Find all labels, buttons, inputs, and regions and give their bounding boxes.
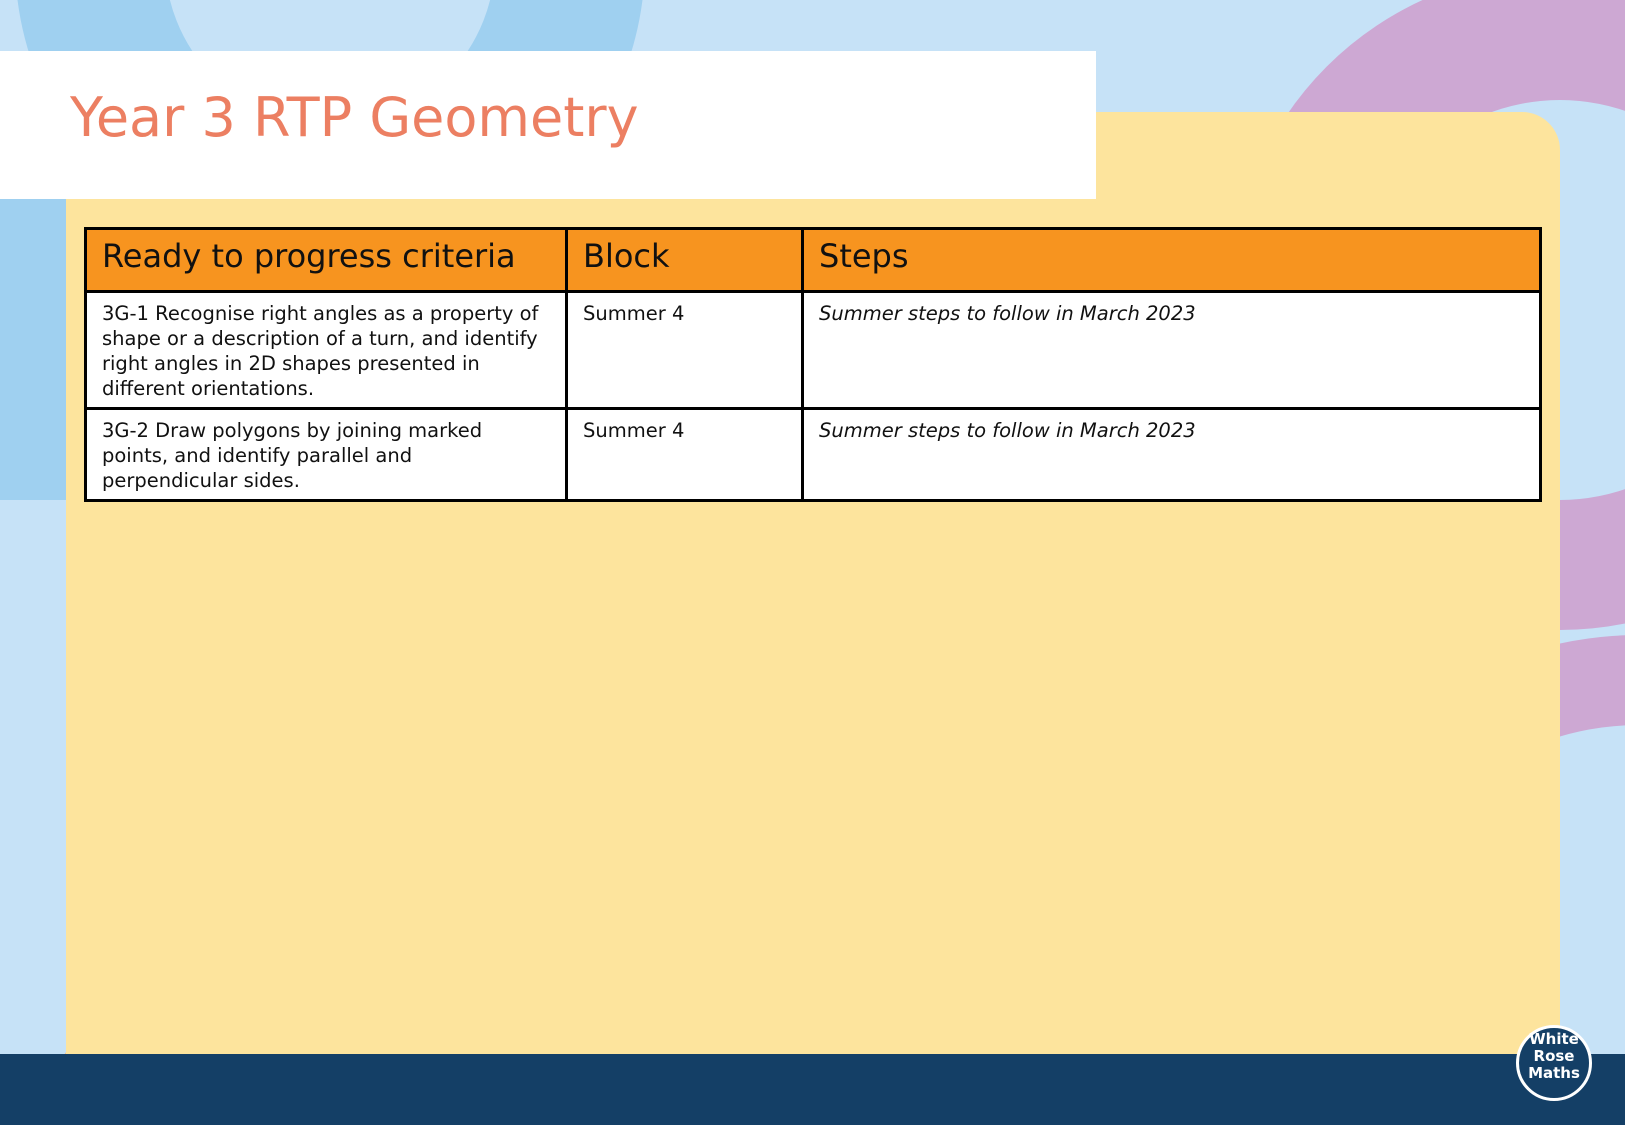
page-title: Year 3 RTP Geometry	[70, 86, 639, 149]
steps-cell: Summer steps to follow in March 2023	[803, 409, 1541, 501]
table-header-row	[86, 229, 1541, 292]
footer-bar	[0, 1054, 1625, 1125]
criteria-cell: 3G-1 Recognise right angles as a property of shape or a description of a turn, and identify right angles in 2D shapes presented in different orientations.	[86, 292, 567, 409]
steps-cell: Summer steps to follow in March 2023	[803, 292, 1541, 409]
block-cell: Summer 4	[567, 409, 803, 501]
block-cell: Summer 4	[567, 292, 803, 409]
table-row	[86, 292, 1541, 409]
white-rose-maths-logo	[1516, 1025, 1592, 1101]
logo-line: Maths	[1528, 1064, 1580, 1082]
header-criteria: Ready to progress criteria	[86, 229, 567, 292]
table-row	[86, 409, 1541, 501]
rtp-table	[84, 227, 1542, 502]
logo-line: Rose	[1533, 1047, 1575, 1065]
header-block: Block	[567, 229, 803, 292]
criteria-cell: 3G-2 Draw polygons by joining marked points, and identify parallel and perpendicular sides.	[86, 409, 567, 501]
logo-line: White	[1529, 1030, 1579, 1048]
header-steps: Steps	[803, 229, 1541, 292]
